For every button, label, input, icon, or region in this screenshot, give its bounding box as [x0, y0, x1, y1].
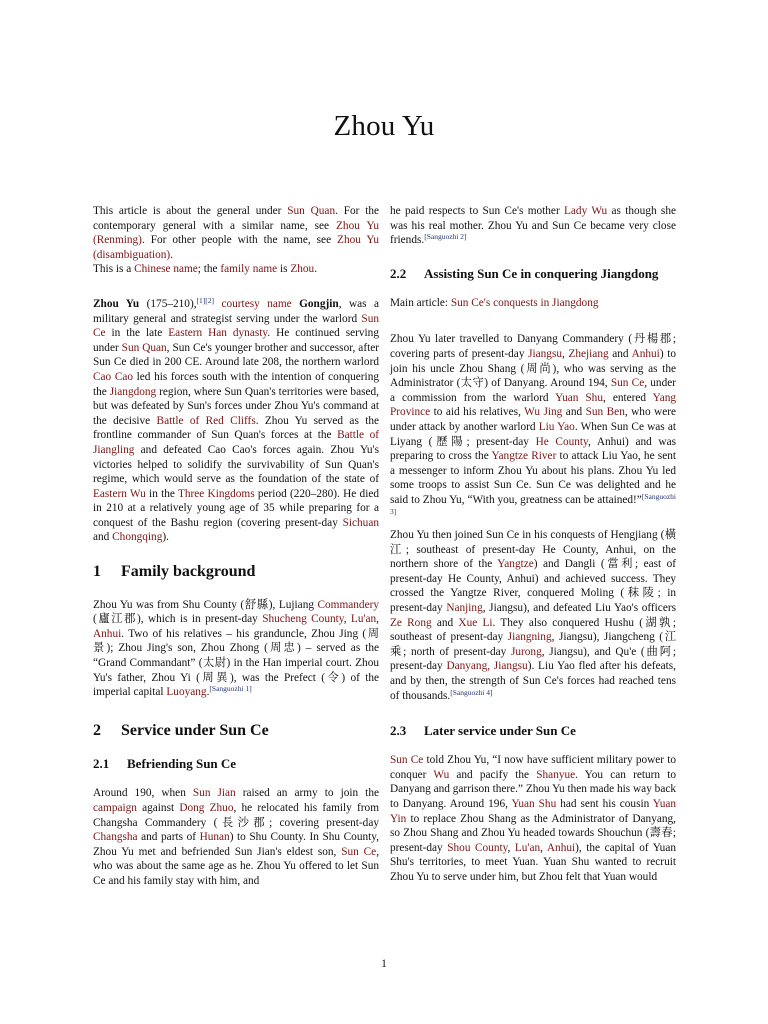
link-sun-quan[interactable]: Sun Quan — [121, 341, 167, 354]
link-eastern-han[interactable]: Eastern Han dynasty — [168, 327, 268, 340]
subsection-heading: 2.3 Later service under Sun Ce — [390, 723, 576, 739]
section-heading: 2 Service under Sun Ce — [93, 721, 269, 739]
link-sun-ce[interactable]: Sun Ce — [341, 845, 377, 858]
left-column — [93, 204, 379, 895]
hatnote: This article is about the general under Sun Quan. For the contemporary general with a similar name, see Zhou Yu (Renming). For other people with the name, see Zhou Yu (disambiguation). This is a Chinese name; the family name is Zhou. — [93, 205, 379, 276]
family-paragraph: Zhou Yu was from Shu County (舒縣), Lujiang Commandery (廬江郡), which is in present-day Shucheng County, Lu'an, Anhui. Two of his relatives – his granduncle, Zhou Jing (周景); Zhou Jing's son, Zhou Zhong (周忠) – served as the “Grand Commandant” (太尉) in the Han imperial court. Zhou Yu's father, Zhou Yi (周異), was the Prefect (令) of the imperial capital Luoyang.[Sanguozhi 1] — [93, 598, 379, 699]
link-liu-yao[interactable]: Liu Yao — [538, 420, 575, 433]
link-yang-province[interactable]: Yang Province — [390, 391, 677, 419]
link-courtesy-name[interactable]: courtesy name — [221, 297, 292, 310]
link-luan[interactable]: Lu'an — [350, 613, 377, 626]
citation[interactable]: [Sanguozhi 1] — [209, 684, 252, 694]
link-sun-ce[interactable]: Sun Ce — [93, 312, 379, 340]
link-campaign[interactable]: campaign — [93, 802, 137, 814]
link-sun-ce-conquests[interactable]: Sun Ce's conquests in Jiangdong — [450, 296, 599, 309]
section-heading: 1 Family background — [93, 563, 256, 581]
link-jiangning[interactable]: Jiangning — [507, 631, 552, 644]
link-anhui[interactable]: Anhui — [93, 627, 122, 640]
link-ze-rong[interactable]: Ze Rong — [390, 616, 432, 629]
main-article-note: Main article: Sun Ce's conquests in Jiangdong — [390, 296, 599, 309]
link-anhui[interactable]: Anhui — [546, 841, 576, 854]
link-commandery[interactable]: Commandery — [317, 598, 379, 611]
subsection-heading: 2.2 Assisting Sun Ce in conquering Jiangdong — [390, 265, 659, 281]
citation[interactable]: [Sanguozhi 3] — [390, 491, 676, 516]
link-zhou[interactable]: Zhou — [290, 263, 315, 276]
link-anhui[interactable]: Anhui — [631, 347, 660, 360]
link-eastern-wu[interactable]: Eastern Wu — [93, 487, 146, 500]
befriend-paragraph: Around 190, when Sun Jian raised an army to join the campaign against Dong Zhuo, he relocated his family from Changsha Commandery (長沙郡; covering present-day Changsha and parts of Hunan) to Shu County. In Shu County, Zhou Yu met and befriended Sun Jian's eldest son, Sun Ce, who was about the same age as he. Zhou Yu offered to let Sun Ce and his family stay with him, and — [93, 787, 380, 887]
link-sichuan[interactable]: Sichuan — [342, 516, 379, 529]
link-lady-wu[interactable]: Lady Wu — [564, 205, 608, 217]
assist-paragraph-2: Zhou Yu then joined Sun Ce in his conquests of Hengjiang (橫江; southeast of present-day He County, Anhui, on the northern shore of the Yangtze) and Dangli (當利; east of present-day He County, Anhui) and achieved success. They crossed the Yangtze River, conquered Moling (秣陵; in present-day Nanjing, Jiangsu), and defeated Liu Yao's officers Ze Rong and Xue Li. They also conquered Hushu (湖孰; southeast of present-day Jiangning, Jiangsu), Jiangcheng (江乘; north of present-day Jurong, Jiangsu), and Qu'e (曲阿; present-day Danyang, Jiangsu). Liu Yao fled after his defeats, and by then, the strength of Sun Ce's forces had reached tens of thousands.[Sanguozhi 4] — [390, 529, 676, 702]
link-zhou-yu-renming[interactable]: Zhou Yu (Renming) — [93, 219, 379, 247]
link-three-kingdoms[interactable]: Three Kingdoms — [177, 487, 255, 500]
link-yangtze[interactable]: Yangtze — [497, 558, 534, 571]
link-xue-li[interactable]: Xue Li — [458, 616, 493, 629]
page-number: 1 — [381, 958, 387, 970]
link-changsha[interactable]: Changsha — [93, 831, 138, 844]
link-nanjing[interactable]: Nanjing — [446, 602, 483, 615]
page-title: Zhou Yu — [333, 110, 435, 142]
link-luoyang[interactable]: Luoyang — [166, 686, 207, 699]
link-shucheng[interactable]: Shucheng County — [262, 613, 344, 626]
citation[interactable]: [Sanguozhi 2] — [424, 232, 467, 242]
link-wu[interactable]: Wu — [433, 768, 450, 781]
citation[interactable]: [2] — [205, 295, 215, 305]
link-dong-zhuo[interactable]: Dong Zhuo — [179, 802, 234, 814]
link-sun-ce[interactable]: Sun Ce — [390, 754, 424, 767]
link-jiangdong[interactable]: Jiangdong — [109, 385, 157, 398]
link-sun-ce[interactable]: Sun Ce — [610, 377, 645, 390]
link-hunan[interactable]: Hunan — [199, 831, 230, 844]
citation[interactable]: [1] — [196, 295, 206, 305]
continued-paragraph: he paid respects to Sun Ce's mother Lady Wu as though she was his real mother. Zhou Yu and Sun Ce became very close friends.[Sanguozhi 2] — [390, 205, 676, 247]
link-luan[interactable]: Lu'an — [514, 841, 541, 854]
link-he-county[interactable]: He County — [535, 435, 588, 448]
link-zhejiang[interactable]: Zhejiang — [568, 347, 609, 360]
right-column — [390, 204, 676, 891]
link-zhou-yu-disambiguation[interactable]: Zhou Yu (disambiguation) — [93, 234, 379, 261]
link-sun-ben[interactable]: Sun Ben — [585, 406, 625, 419]
link-yuan-yin[interactable]: Yuan Yin — [390, 798, 677, 825]
link-family-name[interactable]: family name — [220, 263, 278, 276]
link-sun-quan[interactable]: Sun Quan — [287, 205, 336, 217]
link-danyang-jiangsu[interactable]: Danyang, Jiangsu — [446, 660, 528, 673]
link-chongqing[interactable]: Chongqing — [112, 531, 163, 544]
link-jurong[interactable]: Jurong — [510, 645, 542, 658]
link-jiangsu[interactable]: Jiangsu — [528, 347, 563, 360]
lead-paragraph: Zhou Yu (175–210),[1][2] courtesy name Gongjin, was a military general and strategist serving under the warlord Sun Ce in the late Eastern Han dynasty. He continued serving under Sun Quan, Sun Ce's younger brother and successor, after Sun Ce died in 200 CE. Around late 208, the northern warlord Cao Cao led his forces south with the intention of conquering the Jiangdong region, where Sun Quan's territories were based, but was defeated by Sun's forces under Zhou Yu's command at the decisive Battle of Red Cliffs. Zhou Yu served as the frontline commander of Sun Quan's forces at the Battle of Jiangling and defeated Cao Cao's forces again. Zhou Yu's victories helped to solidify the survivability of Sun Quan's regime, which would serve as the foundation of the state of Eastern Wu in the Three Kingdoms period (220–280). He died in 210 at a relatively young age of 35 while preparing for a conquest of the Bashu region (covering present-day Sichuan and Chongqing). — [93, 295, 380, 544]
link-yangtze-river[interactable]: Yangtze River — [491, 450, 557, 463]
link-yuan-shu[interactable]: Yuan Shu — [555, 391, 603, 404]
link-shou-county[interactable]: Shou County — [447, 841, 508, 854]
citation[interactable]: [Sanguozhi 4] — [450, 687, 493, 697]
link-shanyue[interactable]: Shanyue — [536, 768, 576, 781]
link-jiangling[interactable]: Battle of Jiangling — [93, 429, 380, 456]
link-sun-jian[interactable]: Sun Jian — [192, 787, 236, 800]
subsection-heading: 2.1 Befriending Sun Ce — [93, 756, 237, 772]
later-service-paragraph: Sun Ce told Zhou Yu, “I now have sufficient military power to conquer Wu and pacify the Shanyue. You can return to Danyang and garrison there.” Zhou Yu then made his way back to Danyang. Around 196, Yuan Shu had sent his cousin Yuan Yin to replace Zhou Shang as the Administrator of Danyang, so Zhou Shang and Zhou Yu headed towards Shouchun (壽春; present-day Shou County, Lu'an, Anhui), the capital of Yuan Shu's territories, to meet Yuan. Yuan Shu wanted to recruit Zhou Yu to serve under him, but Zhou felt that Yuan would — [390, 754, 677, 883]
link-yuan-shu[interactable]: Yuan Shu — [511, 798, 557, 810]
link-cao-cao[interactable]: Cao Cao — [93, 370, 134, 383]
link-chinese-name[interactable]: Chinese name — [134, 263, 198, 276]
assist-paragraph-1: Zhou Yu later travelled to Danyang Commandery (丹楊郡; covering parts of present-day Jiangsu, Zhejiang and Anhui) to join his uncle Zhou Shang (周尚), who was serving as the Administrator (太守) of Danyang. Around 194, Sun Ce, under a commission from the warlord Yuan Shu, entered Yang Province to aid his relatives, Wu Jing and Sun Ben, who were under attack by another warlord Liu Yao. When Sun Ce was at Liyang (歷陽; present-day He County, Anhui) and was preparing to cross the Yangtze River to attack Liu Yao, he sent a messenger to inform Zhou Yu about his plans. Zhou Yu led some troops to assist Sun Ce. Sun Ce was delighted and he said to Zhou Yu, “With you, greatness can be attained!”[Sanguozhi 3] — [390, 333, 677, 516]
link-red-cliffs[interactable]: Battle of Red Cliffs — [156, 414, 256, 427]
link-wu-jing[interactable]: Wu Jing — [524, 406, 563, 419]
